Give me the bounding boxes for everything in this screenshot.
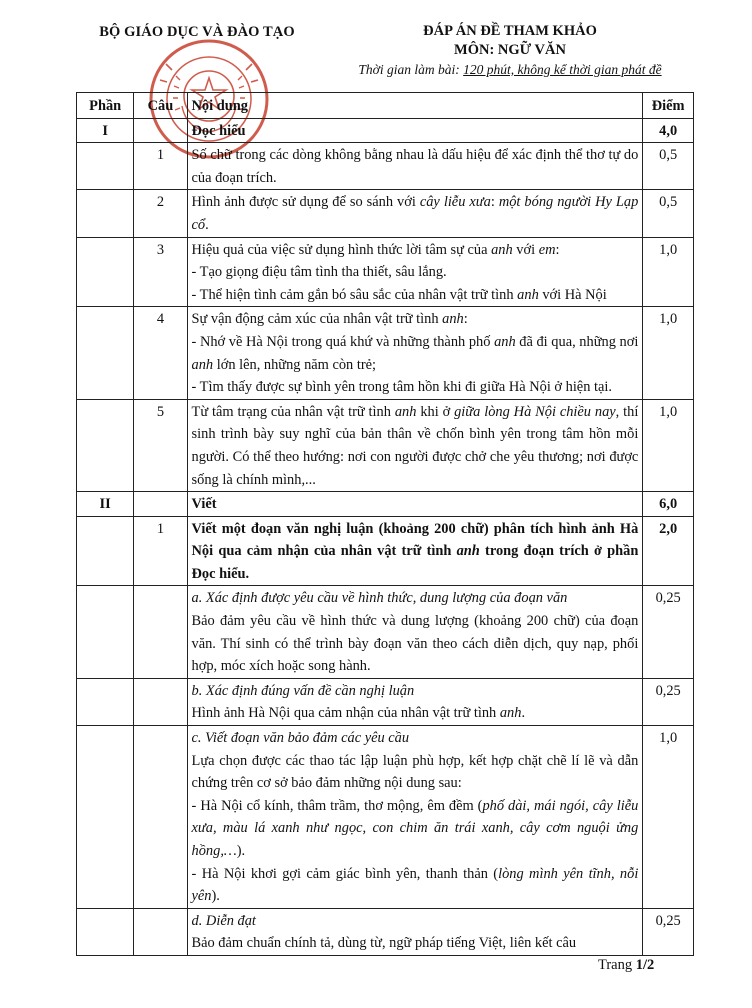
answer-text: Hình ảnh được sử dụng để so sánh với cây liễu xưa: một bóng người Hy Lạp cổ.: [187, 190, 643, 237]
table-row: [77, 586, 694, 678]
answer-text: Số chữ trong các dòng không bằng nhau là dấu hiệu để xác định thể thơ tự do của đoạn trích.: [187, 143, 643, 190]
answer-text: Hiệu quả của việc sử dụng hình thức lời tâm sự của anh với em: - Tạo giọng điệu tâm tình tha thiết, sâu lắng. - Thể hiện tình cảm gắn bó sâu sắc của nhân vật trữ tình anh với Hà Nội: [187, 237, 643, 307]
table-row: [77, 399, 694, 491]
table-row: [77, 237, 694, 307]
answer-text: Từ tâm trạng của nhân vật trữ tình anh khi ở giữa lòng Hà Nội chiều nay, thí sinh trình bày suy nghĩ của bản thân về chốn bình yên trong tâm hồn mỗi người. Có thể theo hướng: nơi con người được chở che yêu thương; nơi được sống là chính mình,...: [187, 399, 643, 491]
table-row: [77, 307, 694, 399]
question-number: 2: [134, 190, 187, 237]
exam-title: ĐÁP ÁN ĐỀ THAM KHẢO: [423, 23, 597, 39]
writing-prompt: Viết một đoạn văn nghị luận (khoảng 200 chữ) phân tích hình ảnh Hà Nội qua cảm nhận của nhân vật trữ tình anh trong đoạn trích ở phần Đọc hiểu.: [187, 516, 643, 586]
page-number: Trang 1/2: [598, 957, 655, 973]
answer-score: 1,0: [643, 307, 694, 399]
answer-score: 2,0: [643, 516, 694, 586]
criterion-text: b. Xác định đúng vấn đề cần nghị luận Hình ảnh Hà Nội qua cảm nhận của nhân vật trữ tình anh.: [187, 678, 643, 725]
question-number: 4: [134, 307, 187, 399]
answer-score: 0,25: [643, 586, 694, 678]
exam-time: Thời gian làm bài: 120 phút, không kể thời gian phát đề: [358, 62, 662, 77]
answer-score: 0,25: [643, 908, 694, 955]
part-number: I: [77, 118, 134, 143]
answer-score: 0,5: [643, 143, 694, 190]
header-phan: Phần: [77, 93, 134, 119]
answer-score: 1,0: [643, 399, 694, 491]
part-score: 4,0: [643, 118, 694, 143]
criterion-text: d. Diễn đạt Bảo đảm chuẩn chính tả, dùng từ, ngữ pháp tiếng Việt, liên kết câu: [187, 908, 643, 955]
part-score: 6,0: [643, 492, 694, 517]
table-row: [77, 678, 694, 725]
table-row: [77, 492, 694, 517]
question-number: 1: [134, 143, 187, 190]
answer-table: [76, 92, 694, 956]
criterion-text: a. Xác định được yêu cầu về hình thức, dung lượng của đoạn văn Bảo đảm yêu cầu về hình thức và dung lượng (khoảng 200 chữ) của đoạn văn. Thí sinh có thể trình bày đoạn văn theo cách diễn dịch, quy nạp, phối hợp, móc xích hoặc song hành.: [187, 586, 643, 678]
answer-score: 1,0: [643, 237, 694, 307]
answer-score: 0,5: [643, 190, 694, 237]
answer-text: Sự vận động cảm xúc của nhân vật trữ tình anh: - Nhớ về Hà Nội trong quá khứ và những thành phố anh đã đi qua, những nơi anh lớn lên, những năm còn trẻ; - Tìm thấy được sự bình yên trong tâm hồn khi đi giữa Hà Nội ở hiện tại.: [187, 307, 643, 399]
question-number: 1: [134, 516, 187, 586]
table-row: [77, 908, 694, 955]
answer-score: 1,0: [643, 726, 694, 909]
part-title: Đọc hiểu: [187, 118, 643, 143]
header-noidung: Nội dung: [187, 93, 643, 119]
question-number: 3: [134, 237, 187, 307]
header-diem: Điểm: [643, 93, 694, 119]
answer-score: 0,25: [643, 678, 694, 725]
exam-header: [330, 22, 690, 79]
table-row: [77, 190, 694, 237]
table-row: [77, 143, 694, 190]
part-title: Viết: [187, 492, 643, 517]
criterion-text: c. Viết đoạn văn bảo đảm các yêu cầu Lựa chọn được các thao tác lập luận phù hợp, kết hợp chặt chẽ lí lẽ và dẫn chứng trên cơ sở bảo đảm những nội dung sau: - Hà Nội cổ kính, thâm trầm, thơ mộng, êm đềm (phố dài, mái ngói, cây liễu xưa, màu lá xanh như ngọc, con chim ăn trái xanh, cây cơm nguội ửng hồng,…). - Hà Nội khơi gợi cảm giác bình yên, thanh thản (lòng mình yên tĩnh, nỗi yên).: [187, 726, 643, 909]
table-header-row: [77, 93, 694, 119]
table-row: [77, 516, 694, 586]
ministry-name: BỘ GIÁO DỤC VÀ ĐÀO TẠO: [99, 24, 295, 40]
exam-subject: MÔN: NGỮ VĂN: [454, 42, 566, 58]
question-number: 5: [134, 399, 187, 491]
table-row: [77, 118, 694, 143]
header-cau: Câu: [134, 93, 187, 119]
part-number: II: [77, 492, 134, 517]
table-row: [77, 726, 694, 909]
